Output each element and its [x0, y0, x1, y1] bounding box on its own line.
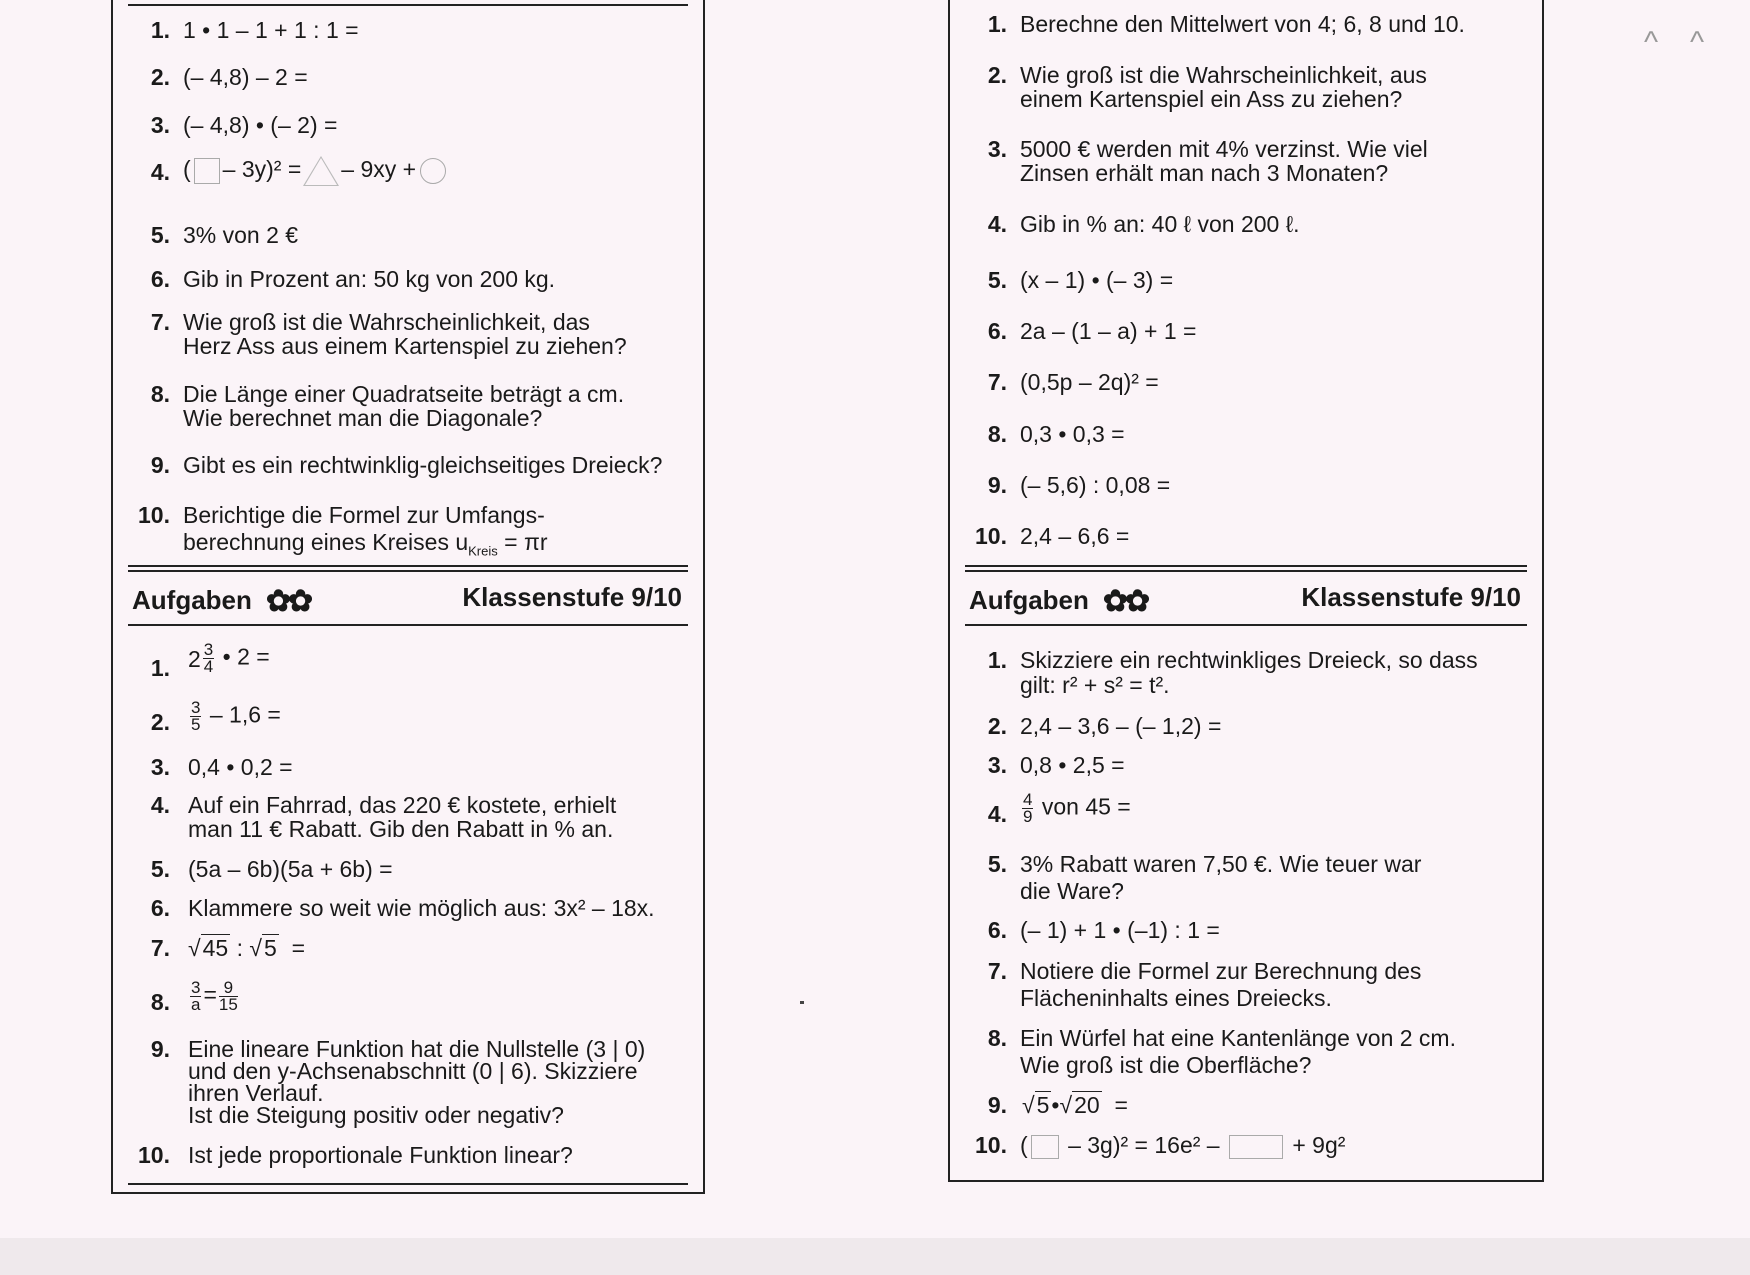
- pencil-mark-icon: ^: [1690, 26, 1705, 59]
- pencil-mark-icon: ^: [1644, 26, 1659, 59]
- scan-speck: [800, 1001, 804, 1004]
- sqrt-symbol: √20: [1059, 1092, 1100, 1118]
- blank-square-icon: [1031, 1135, 1059, 1159]
- section-header: Aufgaben ✿✿ Klassenstufe 9/10: [132, 582, 682, 618]
- header-rule: [965, 624, 1527, 626]
- blank-square-icon: [194, 158, 220, 184]
- top-rule: [128, 4, 688, 6]
- sqrt-symbol: √5: [1022, 1092, 1050, 1118]
- bottom-rule: [128, 1183, 688, 1185]
- sqrt-symbol: √5: [249, 935, 277, 961]
- blank-circle-icon: [420, 158, 446, 184]
- sqrt-symbol: √45: [188, 935, 229, 961]
- section-divider: [128, 565, 688, 572]
- section-divider: [965, 565, 1527, 572]
- left-worksheet-card: 1. 1 • 1 – 1 + 1 : 1 = 2. (– 4,8) – 2 = 3. (– 4,8) • (– 2) = 4. ( – 3y)² = – 9xy + 5. 3% von 2 € 6. Gib in Prozent an: 50 kg von 200 kg. 7. Wie groß ist die Wahrscheinlichkeit, das Herz Ass aus einem Kartenspiel zu ziehen? 8. Die Länge einer Quadratseite beträgt a cm. Wie berechnet man die Diagonale? 9. Gibt es ein rechtwinklig-gleichseitiges Dreieck? 10. Berichtige die Formel zur Umfangs- berechnung eines Kreises $u_{Kreis} = \pi r$ Aufgaben ✿✿ Klassenstufe 9/10 1. 2 $\frac{3}{4}$ • 2 = 2. $\frac{3}{5}$ – 1,6 = 3. 0,4 • 0,2 = 4. Auf ein Fahrrad, das 220 € kostete, erhielt man 11 € Rabatt. Gib den Rabatt in % an. 5. (5a – 6b)(5a + 6b) = 6. Klammere so weit wie möglich aus: 3x² – 18x. 7. √45 : √5 = 8. $\frac{3}{a}$ = $\frac{9}{15}$ 9. Eine lineare Funktion hat die Nullstelle (3 | 0) und den y-Achsenabschnitt (0 | 6). Skizziere ihren Verlauf. Ist die Steigung positiv oder negativ? 10. Ist jede proportionale Funktion linear?: [111, 0, 705, 1194]
- star-rating-icon: ✿✿: [265, 585, 311, 618]
- scan-bottom-strip: [0, 1238, 1750, 1275]
- blank-rectangle-icon: [1229, 1135, 1283, 1159]
- star-rating-icon: ✿✿: [1102, 585, 1148, 618]
- header-rule: [128, 624, 688, 626]
- section-header: Aufgaben ✿✿ Klassenstufe 9/10: [969, 582, 1521, 618]
- blank-triangle-icon: [303, 156, 339, 186]
- right-worksheet-card: 1. Berechne den Mittelwert von 4; 6, 8 und 10. 2. Wie groß ist die Wahrscheinlichkeit, aus einem Kartenspiel ein Ass zu ziehen? 3. 5000 € werden mit 4% verzinst. Wie viel Zinsen erhält man nach 3 Monaten? 4. Gib in % an: 40 ℓ von 200 ℓ. 5. (x – 1) • (– 3) = 6. 2a – (1 – a) + 1 = 7. (0,5p – 2q)² = 8. 0,3 • 0,3 = 9. (– 5,6) : 0,08 = 10. 2,4 – 6,6 = Aufgaben ✿✿ Klassenstufe 9/10 1. Skizziere ein rechtwinkliges Dreieck, so dass gilt: r² + s² = t². 2. 2,4 – 3,6 – (– 1,2) = 3. 0,8 • 2,5 = 4. $\frac{4}{9}$ von 45 = 5. 3% Rabatt waren 7,50 €. Wie teuer war die Ware? 6. (– 1) + 1 • (–1) : 1 = 7. Notiere die Formel zur Berechnung des Flächeninhalts eines Dreiecks. 8. Ein Würfel hat eine Kantenlänge von 2 cm. Wie groß ist die Oberfläche? 9. √5•√20 = 10. ( – 3g)² = 16e² – + 9g²: [948, 0, 1544, 1182]
